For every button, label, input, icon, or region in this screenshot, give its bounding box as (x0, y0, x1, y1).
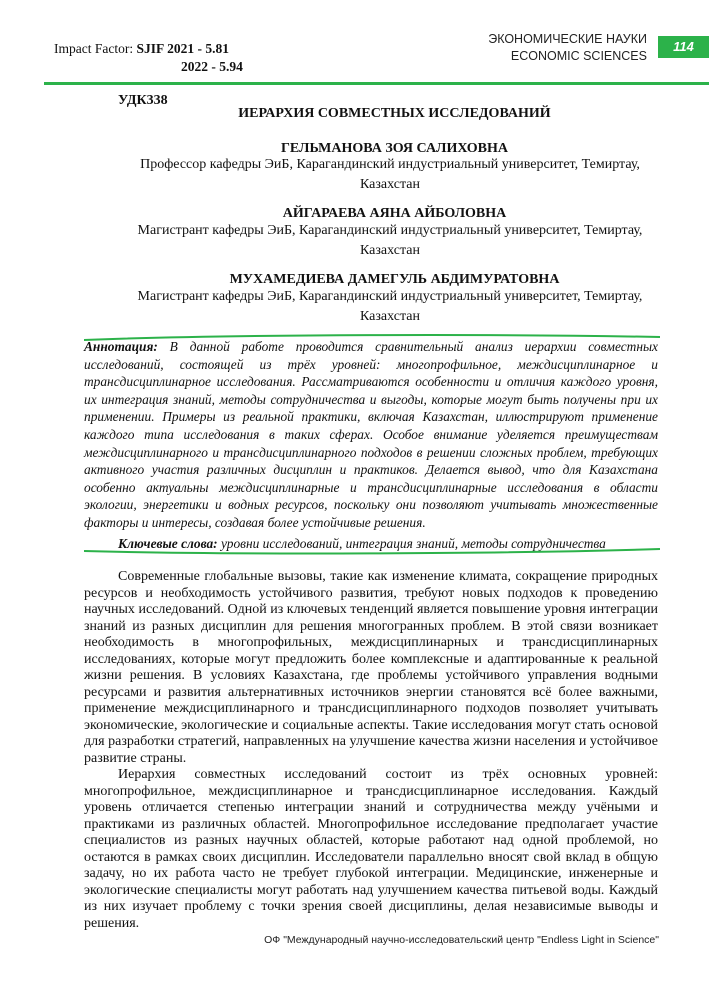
abstract-label: Аннотация: (84, 339, 158, 354)
article-body (84, 569, 658, 932)
author-name-1: ГЕЛЬМАНОВА ЗОЯ САЛИХОВНА (280, 141, 509, 156)
body-paragraph-2: Иерархия совместных исследований состоит из трёх основных уровней: многопрофильное, междисциплинарное и трансдисциплинарное исследования. Каждый уровень отличается степенью интеграции знаний и сотрудничества между учёными и практиками из различных областей. Многопрофильное исследование предполагает участие специалистов из разных научных областей, которые работают над одной проблемой, но остаются в рамках своих дисциплин. Исследователи параллельно вносят свой вклад в общую задачу, но их работа часто не требует глубокой интеграции. Медицинские, инженерные и экологические специалисты могут работать над улучшением качества питьевой воды. Каждый из них изучает проблему с точки зрения своей дисциплины, делая независимые выводы и решения. (84, 767, 658, 931)
journal-section (488, 31, 647, 65)
author-name-2: АЙГАРАЕВА АЯНА АЙБОЛОВНА (282, 206, 507, 221)
page-number: 114 (658, 36, 709, 58)
keywords-bottom-rule (84, 546, 660, 556)
section-en: ECONOMIC SCIENCES (510, 49, 647, 63)
publisher-footer: ОФ "Международный научно-исследовательский центр "Endless Light in Science" (264, 934, 659, 946)
impact-label: Impact Factor: (54, 41, 137, 56)
body-paragraph-1: Современные глобальные вызовы, такие как изменение климата, сокращение природных ресурсов и необходимость устойчивого развития, требуют новых подходов к проведению научных исследований. Одной из ключевых тенденций является повышение уровня интеграции знаний из разных дисциплин для решения многогранных проблем. В этой связи возникает необходимость в многопрофильных, междисциплинарных и трансдисциплинарных исследованиях, которые могут предложить более комплексные и адаптированные к реальной жизни решения. В условиях Казахстана, где проблемы устойчивого управления водными ресурсами и развития альтернативных источников энергии становятся всё более важными, применение междисциплинарного и трансдисциплинарного подходов позволяет учитывать экономические, экологические и социальные аспекты. Такие исследования могут стать основой для разработки стратегий, направленных на улучшение качества жизни населения и устойчивое развитие страны. (84, 569, 658, 766)
author-affiliation-3: Магистрант кафедры ЭиБ, Карагандинский индустриальный университет, Темиртау, Казахстан (137, 289, 643, 324)
keywords-text: уровни исследований, интеграция знаний, методы сотрудничества (217, 536, 606, 551)
impact-factor (54, 40, 243, 76)
abstract-text: В данной работе проводится сравнительный анализ иерархии совместных исследований, состоящей из трёх уровней: многопрофильное, междисциплинарное и трансдисциплинарное исследования. Рассматриваются особенности и отличия каждого уровня, их интеграция знаний, методы сотрудничества и выгоды, которые могут быть получены при их применении. Примеры из реальной практики, включая Казахстан, иллюстрируют применение каждого типа исследования в таких сферах. Особое внимание уделяется преимуществам междисциплинарного и трансдисциплинарного подходов в решении сложных проблем, требующих активного участия различных дисциплин и практиков. Делается вывод, что для Казахстана особенно актуальны междисциплинарные и трансдисциплинарные исследования в области экологии, энергетики и водных ресурсов, поскольку они позволяют учитывать множественные факторы и интересы, создавая более устойчивые решения. (84, 339, 658, 530)
impact-index: SJIF (136, 41, 164, 56)
udk-code: УДК338 (118, 93, 168, 108)
header-divider (44, 82, 709, 85)
author-affiliation-2: Магистрант кафедры ЭиБ, Карагандинский индустриальный университет, Темиртау, Казахстан (137, 223, 643, 258)
author-affiliation-1: Профессор кафедры ЭиБ, Карагандинский индустриальный университет, Темиртау, Казахстан (140, 157, 640, 192)
impact-value-2021: 2021 - 5.81 (163, 41, 229, 56)
article-title: ИЕРАРХИЯ СОВМЕСТНЫХ ИССЛЕДОВАНИЙ (238, 106, 551, 121)
abstract (84, 338, 658, 532)
author-name-3: МУХАМЕДИЕВА ДАМЕГУЛЬ АБДИМУРАТОВНА (229, 272, 560, 287)
keywords-label: Ключевые слова: (118, 536, 218, 551)
impact-value-2022: 2022 - 5.94 (181, 59, 243, 74)
section-ru: ЭКОНОМИЧЕСКИЕ НАУКИ (488, 32, 647, 46)
